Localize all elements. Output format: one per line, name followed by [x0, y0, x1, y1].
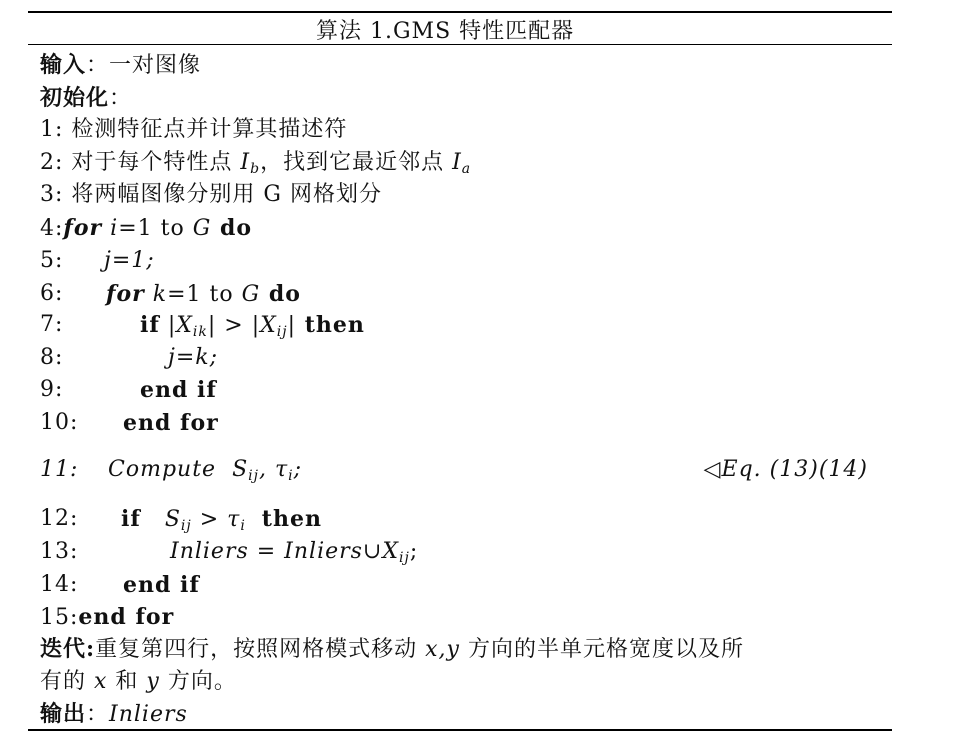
step-10-text: end for — [123, 410, 219, 436]
step-7-then: then — [296, 312, 365, 338]
step-6-var: k — [144, 282, 168, 307]
step-9-num: 9: — [40, 377, 64, 402]
step-8-num: 8: — [40, 345, 64, 370]
step-2-var-ia: I — [452, 150, 462, 175]
iteration-label: 迭代: — [40, 636, 96, 662]
iteration-line-2 — [40, 669, 237, 695]
step-2 — [40, 150, 471, 182]
step-4-for: for — [63, 215, 103, 241]
step-2-var-ib: I — [240, 150, 251, 175]
step-13-text: Inliers = Inliers∪X — [170, 539, 400, 564]
step-11-tau: , τ — [258, 457, 289, 482]
step-7-expr-2: | > |X — [207, 313, 277, 338]
step-11-semicolon: ; — [293, 457, 303, 482]
equation-reference: ◁Eq. (13)(14) — [703, 457, 868, 482]
step-15-num: 15: — [40, 605, 79, 630]
step-12 — [40, 506, 322, 534]
step-6-range: =1 to — [167, 282, 242, 307]
step-7-num: 7: — [40, 312, 64, 337]
step-13-sub-ij: ij — [399, 550, 410, 566]
step-13-semicolon: ; — [409, 539, 419, 564]
step-4-G: G — [192, 216, 212, 241]
step-7-if: if — [140, 312, 160, 338]
step-5-num: 5: — [40, 248, 64, 273]
step-6-num: 6: — [40, 281, 64, 306]
step-5 — [40, 248, 155, 274]
step-11 — [40, 457, 868, 483]
input-label: 输入 — [40, 52, 87, 78]
step-11-sub-ij: ij — [248, 468, 259, 484]
step-5-text: j=1; — [104, 248, 155, 273]
iteration-text-2: 方向的半单元格宽度以及所 — [459, 637, 744, 662]
init-colon: ： — [109, 86, 133, 111]
top-rule — [28, 11, 892, 13]
step-6-do: do — [260, 281, 301, 307]
step-4-range: =1 to — [118, 216, 193, 241]
step-12-if: if — [121, 506, 141, 532]
iteration-y: y — [146, 669, 160, 694]
step-15-text: end for — [78, 604, 175, 630]
step-10-num: 10: — [40, 410, 79, 435]
iteration-line-1 — [40, 636, 744, 663]
output-colon: ： — [86, 702, 110, 727]
step-7-sub-ij: ij — [276, 324, 288, 340]
step-7-bar: | — [287, 313, 297, 338]
step-4 — [40, 215, 252, 242]
step-6-for: for — [106, 281, 145, 307]
iteration-x: x — [94, 669, 108, 694]
step-10 — [40, 410, 219, 436]
output-text: Inliers — [109, 702, 188, 727]
step-14 — [40, 572, 200, 598]
iteration-text-1: 重复第四行，按照网格模式移动 — [95, 637, 426, 662]
step-11-num: 11: — [40, 457, 79, 482]
iteration-xy: x,y — [425, 637, 460, 662]
step-4-num: 4: — [40, 216, 64, 241]
iteration-text-4: 和 — [107, 669, 147, 694]
step-11-S: S — [232, 457, 249, 482]
step-12-sub-i: i — [240, 518, 246, 534]
step-1: 1: 检测特征点并计算其描述符 — [40, 117, 348, 142]
step-12-sub-ij: ij — [180, 518, 192, 534]
step-7-sub-ik: ik — [192, 324, 208, 340]
step-4-var: i — [102, 216, 119, 241]
input-text: ：一对图像 — [86, 53, 202, 78]
bottom-rule — [28, 729, 892, 731]
step-9-text: end if — [140, 377, 217, 403]
step-15 — [40, 604, 174, 631]
step-2-sub-b: b — [250, 161, 261, 177]
step-2-sub-a: a — [461, 161, 472, 177]
step-12-then: then — [261, 506, 322, 532]
output-line — [40, 701, 188, 728]
step-12-gt: > τ — [191, 507, 241, 532]
step-3: 3: 将两幅图像分别用 G 网格划分 — [40, 182, 382, 207]
step-12-S: S — [164, 507, 181, 532]
step-7 — [40, 312, 365, 340]
step-4-do: do — [211, 215, 252, 241]
algorithm-title: 算法 1.GMS 特性匹配器 — [316, 19, 575, 44]
step-2-text: 2: 对于每个特性点 — [40, 150, 241, 175]
init-line — [40, 85, 132, 112]
output-label: 输出 — [40, 701, 87, 727]
step-14-text: end if — [123, 572, 200, 598]
step-12-num: 12: — [40, 506, 79, 531]
step-8-text: j=k; — [168, 345, 218, 370]
title-rule — [28, 44, 892, 45]
step-8 — [40, 345, 218, 371]
iteration-text-5: 方向。 — [159, 669, 237, 694]
input-line — [40, 52, 201, 79]
step-13-num: 13: — [40, 539, 79, 564]
step-6 — [40, 281, 301, 307]
iteration-text-3: 有的 — [40, 669, 94, 694]
step-11-sub-i: i — [288, 468, 294, 484]
step-7-expr: |X — [159, 313, 193, 338]
step-2-text-2: ，找到它最近邻点 — [260, 150, 453, 175]
step-14-num: 14: — [40, 572, 79, 597]
step-9 — [40, 377, 217, 403]
step-11-compute: Compute — [108, 457, 217, 482]
step-6-G: G — [241, 282, 261, 307]
init-label: 初始化 — [40, 85, 110, 111]
